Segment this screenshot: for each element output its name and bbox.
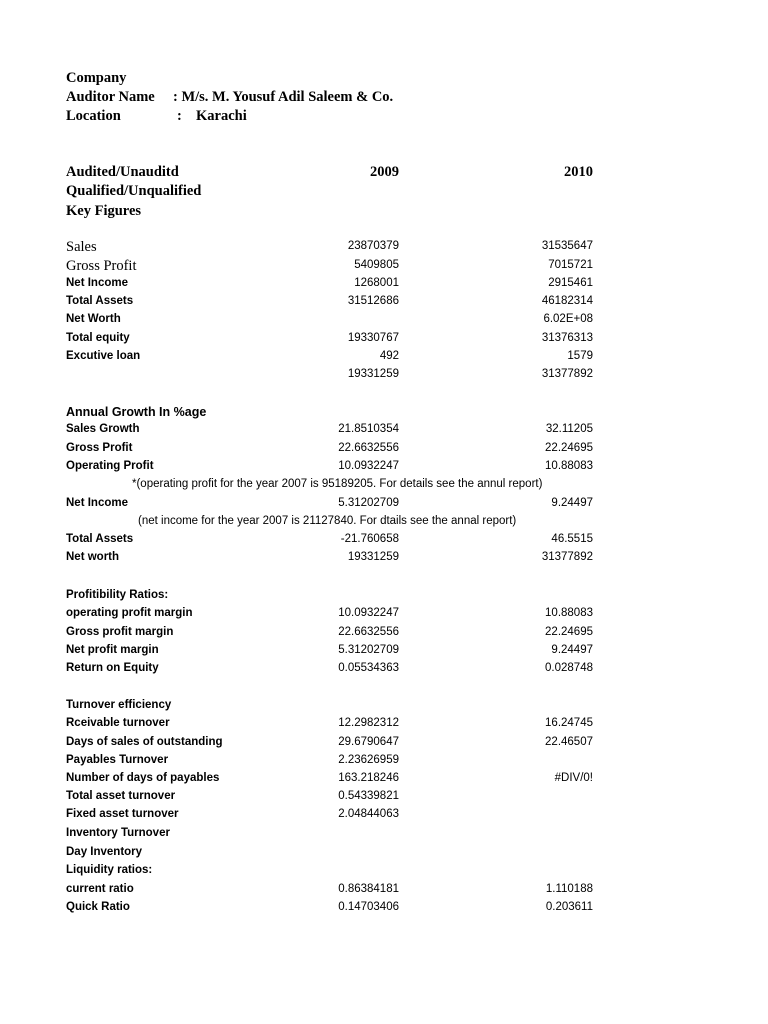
row-label: Total Assets <box>66 533 134 545</box>
value-2010: 22.24695 <box>545 442 593 454</box>
row-label: Day Inventory <box>66 846 143 858</box>
value-2009: 22.6632556 <box>338 626 399 638</box>
row-label: Fixed asset turnover <box>66 808 179 820</box>
value-2010: 0.203611 <box>545 901 593 913</box>
location-separator: : <box>177 108 182 124</box>
row-label: Quick Ratio <box>66 901 130 913</box>
row-label: Net profit margin <box>66 644 159 656</box>
value-2009: 2.23626959 <box>338 754 399 766</box>
value-2009: 0.14703406 <box>338 901 399 913</box>
year-2010-header: 2010 <box>564 164 593 180</box>
value-2009: 5409805 <box>354 259 399 271</box>
value-2010: #DIV/0! <box>554 772 593 784</box>
row-label: Net Income <box>66 497 128 509</box>
value-2010: 10.88083 <box>545 607 593 619</box>
value-2010: 6.02E+08 <box>543 313 593 325</box>
value-2009: 492 <box>379 350 399 362</box>
row-label: Payables Turnover <box>66 754 169 766</box>
row-label: Inventory Turnover <box>66 827 170 839</box>
value-2009: 163.218246 <box>338 772 399 784</box>
row-label: operating profit margin <box>66 607 193 619</box>
value-2010: 31377892 <box>541 551 593 563</box>
value-2010: 46.5515 <box>551 533 593 545</box>
row-label: Rceivable turnover <box>66 717 170 729</box>
auditor-value: : M/s. M. Yousuf Adil Saleem & Co. <box>173 89 394 105</box>
row-label: Net Worth <box>66 313 121 325</box>
value-2010: 1579 <box>567 350 593 362</box>
value-2010: 7015721 <box>548 259 593 271</box>
value-2010: 46182314 <box>541 295 593 307</box>
value-2009: 0.05534363 <box>338 662 399 674</box>
value-2010: 22.46507 <box>545 736 593 748</box>
location-value: Karachi <box>196 108 247 124</box>
value-2010: 31376313 <box>541 332 593 344</box>
value-2009: 19330767 <box>347 332 399 344</box>
value-2009: 22.6632556 <box>338 442 399 454</box>
value-2009: 5.31202709 <box>338 644 399 656</box>
value-2009: 12.2982312 <box>338 717 399 729</box>
row-label: Days of sales of outstanding <box>66 736 223 748</box>
row-label: Gross Profit <box>66 258 137 274</box>
audited-label: Audited/Unauditd <box>66 164 179 180</box>
value-2009: 10.0932247 <box>338 460 399 472</box>
value-2010: 2915461 <box>548 277 593 289</box>
value-2009: 23870379 <box>347 240 399 252</box>
row-label: Gross profit margin <box>66 626 174 638</box>
company-label: Company <box>66 70 127 86</box>
value-2009: 10.0932247 <box>338 607 399 619</box>
value-2010: 0.028748 <box>545 662 593 674</box>
value-2010: 1.110188 <box>545 883 593 895</box>
row-label: Net Income <box>66 277 128 289</box>
row-label: Sales <box>66 239 97 255</box>
total-2010: 31377892 <box>541 368 593 380</box>
value-2009: 31512686 <box>347 295 399 307</box>
row-label: Return on Equity <box>66 662 159 674</box>
value-2009: 1268001 <box>354 277 399 289</box>
value-2009: 19331259 <box>347 551 399 563</box>
net-income-note: (net income for the year 2007 is 21127840. For dtails see the annal report) <box>138 515 517 527</box>
location-label: Location <box>66 108 121 124</box>
value-2009: 21.8510354 <box>338 423 399 435</box>
qualified-label: Qualified/Unqualified <box>66 183 202 199</box>
total-2009: 19331259 <box>347 368 399 380</box>
value-2010: 10.88083 <box>545 460 593 472</box>
row-label: Excutive loan <box>66 350 141 362</box>
key-figures-label: Key Figures <box>66 203 142 219</box>
row-label: current ratio <box>66 883 134 895</box>
row-label: Net worth <box>66 551 120 563</box>
row-label: Total equity <box>66 332 130 344</box>
row-label: Total asset turnover <box>66 790 176 802</box>
auditor-label: Auditor Name <box>66 89 155 105</box>
row-label: Gross Profit <box>66 442 133 454</box>
value-2010: 9.24497 <box>551 644 593 656</box>
profitability-title: Profitibility Ratios: <box>66 589 169 601</box>
year-2009-header: 2009 <box>370 164 399 180</box>
value-2009: -21.760658 <box>340 533 399 545</box>
value-2010: 31535647 <box>541 240 593 252</box>
value-2009: 0.54339821 <box>338 790 399 802</box>
value-2010: 9.24497 <box>551 497 593 509</box>
operating-profit-note: *(operating profit for the year 2007 is 95189205. For details see the annul report) <box>132 478 543 490</box>
growth-title: Annual Growth In %age <box>66 405 207 419</box>
row-label: Number of days of payables <box>66 772 220 784</box>
value-2010: 32.11205 <box>545 423 593 435</box>
row-label: Sales Growth <box>66 423 140 435</box>
row-label: Total Assets <box>66 295 134 307</box>
liquidity-title: Liquidity ratios: <box>66 864 153 876</box>
value-2009: 2.04844063 <box>338 808 399 820</box>
value-2009: 29.6790647 <box>338 736 399 748</box>
value-2010: 16.24745 <box>545 717 593 729</box>
value-2009: 5.31202709 <box>338 497 399 509</box>
turnover-title: Turnover efficiency <box>66 699 172 711</box>
value-2010: 22.24695 <box>545 626 593 638</box>
row-label: Operating Profit <box>66 460 154 472</box>
value-2009: 0.86384181 <box>338 883 399 895</box>
